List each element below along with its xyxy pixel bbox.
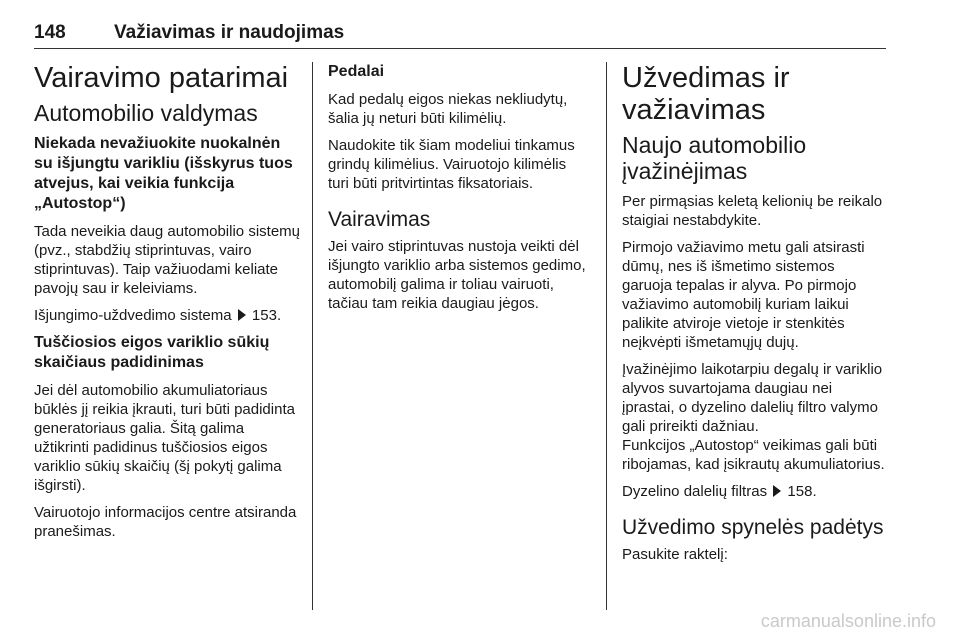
paragraph: Kad pedalų eigos niekas nekliudytų, šalia jų neturi būti kilimėlių. xyxy=(328,91,568,127)
paragraph: Naudokite tik šiam modeliui tinkamus grindų kilimėlius. Vairuotojo kilimėlis turi būti pritvirtintas fiksatoriais. xyxy=(328,137,575,192)
subsection-title: Užvedimo spynelės padėtys xyxy=(622,516,884,539)
page-header xyxy=(34,22,886,52)
column-1 xyxy=(34,62,300,549)
paragraph: Vairuotojo informacijos centre atsiranda pranešimas. xyxy=(34,504,297,540)
column-divider xyxy=(606,62,607,610)
paragraph: Įvažinėjimo laikotarpiu degalų ir variklio alyvos suvartojama daugiau nei įprastai, o dyzelino dalelių filtro valymo gali prireikti dažniau. xyxy=(622,361,883,435)
section-title: Vairavimo patarimai xyxy=(34,62,289,94)
watermark: carmanualsonline.info xyxy=(760,611,936,631)
cross-reference-text: Dyzelino dalelių filtras xyxy=(622,483,768,500)
subheading: Pedalai xyxy=(328,63,385,80)
cross-reference-page[interactable]: 158. xyxy=(787,483,817,500)
paragraph: Tada neveikia daug automobilio sistemų (pvz., stabdžių stiprintuvas, vairo stiprintuvas). Taip važiuodami keliate pavojų sau ir keleiviams. xyxy=(34,223,300,297)
paragraph: Jei dėl automobilio akumuliatoriaus būklės jį reikia įkrauti, turi būti padidinta generatoriaus galia. Šitą galima užtikrinti padidinus tuščiosios eigos variklio sūkių skaičių (šį pokytį galima išgirsti). xyxy=(34,382,295,494)
paragraph: Pasukite raktelį: xyxy=(622,546,728,563)
column-3 xyxy=(622,62,888,572)
cross-reference-page[interactable]: 153. xyxy=(251,307,282,324)
paragraph: Jei vairo stiprintuvas nustoja veikti dėl išjungto variklio arba sistemos gedimo, automobilį galima ir toliau vairuoti, tačiau tam reikia daugiau jėgos. xyxy=(328,238,586,312)
column-2 xyxy=(328,62,590,321)
cross-reference-text: Išjungimo-uždvedimo sistema xyxy=(34,307,232,324)
subsection-title: Vairavimas xyxy=(328,208,431,231)
cross-reference xyxy=(622,482,888,501)
cross-reference xyxy=(34,306,300,325)
chapter-title: Važiavimas ir naudojimas xyxy=(114,22,345,43)
column-divider xyxy=(312,62,313,610)
section-title: Užvedimas ir važiavimas xyxy=(622,62,790,126)
page-reference-icon xyxy=(773,485,781,497)
paragraph: Pirmojo važiavimo metu gali atsirasti dūmų, nes iš išmetimo sistemos garuoja tepalas ir alyva. Po pirmojo važiavimo automobilį kuriam laikui palikite atviroje vietoje ir stenkitės neįkvėpti išmetamųjų dujų. xyxy=(622,239,865,351)
paragraph: Per pirmąsias keletą kelionių be reikalo staigiai nestabdykite. xyxy=(622,193,883,229)
page-reference-icon xyxy=(238,309,246,321)
page-number: 148 xyxy=(34,22,66,43)
paragraph: Funkcijos „Autostop“ veikimas gali būti ribojamas, kad įsikrautų akumuliatorius. xyxy=(622,437,885,473)
subsection-title: Automobilio valdymas xyxy=(34,100,258,126)
subsection-title: Naujo automobilio įvažinėjimas xyxy=(622,132,807,184)
subheading: Tuščiosios eigos variklio sūkių skaičiaus padidinimas xyxy=(34,334,270,371)
header-rule xyxy=(34,48,886,49)
warning-heading: Niekada nevažiuokite nuokalnėn su išjungtu varikliu (išskyrus tuos atvejus, kai veikia funkcija „Autostop“) xyxy=(34,135,293,212)
